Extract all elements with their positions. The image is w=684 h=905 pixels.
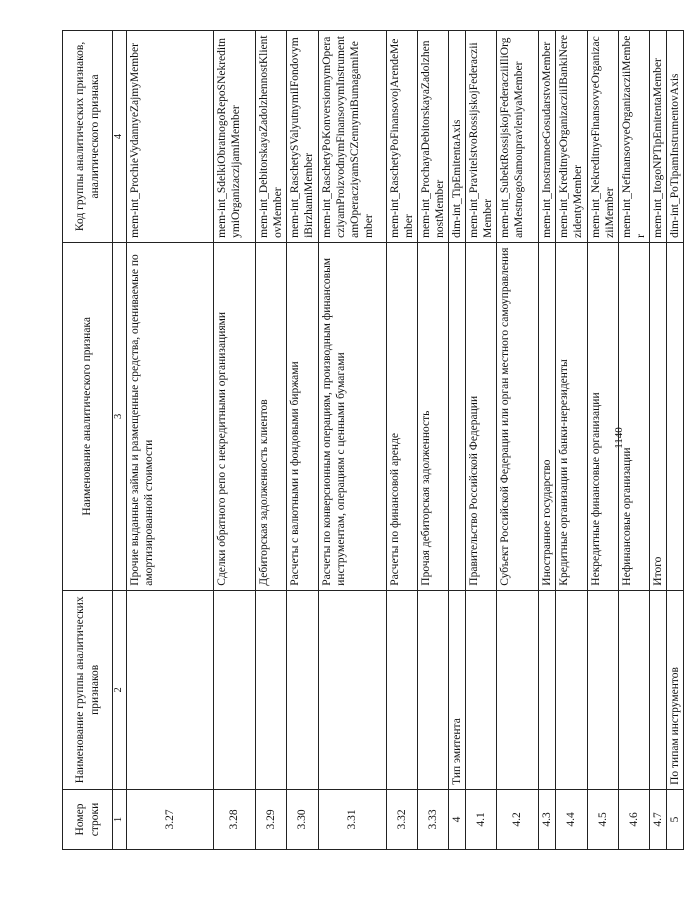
attribute-name-cell: Нефинансовые организации xyxy=(618,242,649,590)
row-number-cell: 5 xyxy=(667,789,684,849)
group-name-cell xyxy=(126,590,213,789)
code-cell: mem-int_SubektRossijskojFederacziiIliOrganMestnogoSamoupravleniyaMember xyxy=(496,31,538,243)
attribute-name-cell: Кредитные организации и банки-нерезиденты xyxy=(555,242,587,590)
table-row xyxy=(255,31,286,850)
row-number-cell: 3.29 xyxy=(255,789,286,849)
attribute-name-cell: Прочая дебиторская задолженность xyxy=(417,242,448,590)
table-row xyxy=(587,31,618,850)
group-name-cell xyxy=(555,590,587,789)
table-row xyxy=(618,31,649,850)
column-number-row xyxy=(113,31,127,850)
table-row xyxy=(448,31,465,850)
attribute-name-cell: Расчеты с валютными и фондовыми биржами xyxy=(286,242,318,590)
code-cell: mem-int_DebitorskayaZadolzhennostKlientovMember xyxy=(255,31,286,243)
table-row xyxy=(213,31,255,850)
attribute-name-cell: Дебиторская задолженность клиентов xyxy=(255,242,286,590)
attribute-name-cell: Некредитные финансовые организации xyxy=(587,242,618,590)
row-number-cell: 3.30 xyxy=(286,789,318,849)
header-attribute-name: Наименование аналитического признака xyxy=(63,242,113,590)
row-number-cell: 3.28 xyxy=(213,789,255,849)
header-code: Код группы аналитических признаков, аналитического признака xyxy=(63,31,113,243)
row-number-cell: 4.7 xyxy=(650,789,667,849)
row-number-cell: 4.5 xyxy=(587,789,618,849)
attribute-name-cell: Расчеты по финансовой аренде xyxy=(386,242,417,590)
row-number-cell: 4.3 xyxy=(538,789,555,849)
group-name-cell xyxy=(618,590,649,789)
table-row xyxy=(417,31,448,850)
group-name-cell xyxy=(587,590,618,789)
attribute-name-cell: Сделки обратного репо с некредитными организациями xyxy=(213,242,255,590)
group-name-cell xyxy=(213,590,255,789)
header-row-number: Номер строки xyxy=(63,789,113,849)
attribute-name-cell: Субъект Российской Федерации или орган местного самоуправления xyxy=(496,242,538,590)
group-name-cell: По типам инструментов xyxy=(667,590,684,789)
page-number: 1140 xyxy=(613,427,625,449)
code-cell: dim-int_TipEmitentaAxis xyxy=(448,31,465,243)
code-cell: mem-int_ProchieVydannyeZajmyMember xyxy=(126,31,213,243)
header-group-name: Наименование группы аналитических признаков xyxy=(63,590,113,789)
code-cell: mem-int_NefinansovyeOrganizacziiMember xyxy=(618,31,649,243)
table-row xyxy=(386,31,417,850)
attribute-name-cell: Правительство Российской Федерации xyxy=(465,242,496,590)
attribute-name-cell xyxy=(448,242,465,590)
row-number-cell: 3.33 xyxy=(417,789,448,849)
table-row xyxy=(496,31,538,850)
group-name-cell xyxy=(417,590,448,789)
table-row xyxy=(318,31,386,850)
table-body xyxy=(126,31,683,850)
table-row xyxy=(286,31,318,850)
table-row xyxy=(667,31,684,850)
code-cell: mem-int_KreditnyeOrganizacziiIBankiNerezidentyMember xyxy=(555,31,587,243)
row-number-cell: 3.27 xyxy=(126,789,213,849)
group-name-cell xyxy=(318,590,386,789)
attribute-name-cell: Итого xyxy=(650,242,667,590)
group-name-cell xyxy=(255,590,286,789)
code-cell: mem-int_SdelkiObratnogoRepoSNekreditnymiOrganizaczijamiMember xyxy=(213,31,255,243)
header-row xyxy=(63,31,113,850)
code-cell: mem-int_RaschetyPoKonversionnymOperacziyamProizvodnymFinansovymInstrumentamOperacziyamSCZennymiBumagamiMember xyxy=(318,31,386,243)
group-name-cell xyxy=(465,590,496,789)
group-name-cell xyxy=(650,590,667,789)
column-number: 1 xyxy=(113,789,127,849)
code-cell: mem-int_InostrannoeGosudarstvoMember xyxy=(538,31,555,243)
attribute-name-cell: Иностранное государство xyxy=(538,242,555,590)
code-cell: dim-int_PoTipamInstrumentovAxis xyxy=(667,31,684,243)
column-number: 4 xyxy=(113,31,127,243)
code-cell: mem-int_RaschetySValyutnymiIFondovymiBirzhamiMember xyxy=(286,31,318,243)
table-row xyxy=(126,31,213,850)
group-name-cell xyxy=(386,590,417,789)
row-number-cell: 4.1 xyxy=(465,789,496,849)
group-name-cell xyxy=(286,590,318,789)
attribute-name-cell: Расчеты по конверсионным операциям, производным финансовым инструментам, операциям с ценными бумагами xyxy=(318,242,386,590)
attribute-name-cell xyxy=(667,242,684,590)
code-cell: mem-int_RaschetyPoFinansovojArendeMember xyxy=(386,31,417,243)
row-number-cell: 3.31 xyxy=(318,789,386,849)
group-name-cell: Тип эмитента xyxy=(448,590,465,789)
row-number-cell: 3.32 xyxy=(386,789,417,849)
code-cell: mem-int_ProchayaDebitorskayaZadolzhennostMember xyxy=(417,31,448,243)
row-number-cell: 4.4 xyxy=(555,789,587,849)
code-cell: mem-int_NekreditnyeFinansovyeOrganizacziiMember xyxy=(587,31,618,243)
column-number: 3 xyxy=(113,242,127,590)
table-row xyxy=(538,31,555,850)
analytics-table xyxy=(62,30,684,850)
table-row xyxy=(650,31,667,850)
group-name-cell xyxy=(496,590,538,789)
row-number-cell: 4.6 xyxy=(618,789,649,849)
attribute-name-cell: Прочие выданные займы и размещенные средства, оцениваемые по амортизированной стоимости xyxy=(126,242,213,590)
row-number-cell: 4.2 xyxy=(496,789,538,849)
table-row xyxy=(555,31,587,850)
row-number-cell: 4 xyxy=(448,789,465,849)
group-name-cell xyxy=(538,590,555,789)
column-number: 2 xyxy=(113,590,127,789)
table-row xyxy=(465,31,496,850)
code-cell: mem-int_ItogoNPTipEmitentaMember xyxy=(650,31,667,243)
code-cell: mem-int_PravitelstvoRossijskojFederacziiMember xyxy=(465,31,496,243)
